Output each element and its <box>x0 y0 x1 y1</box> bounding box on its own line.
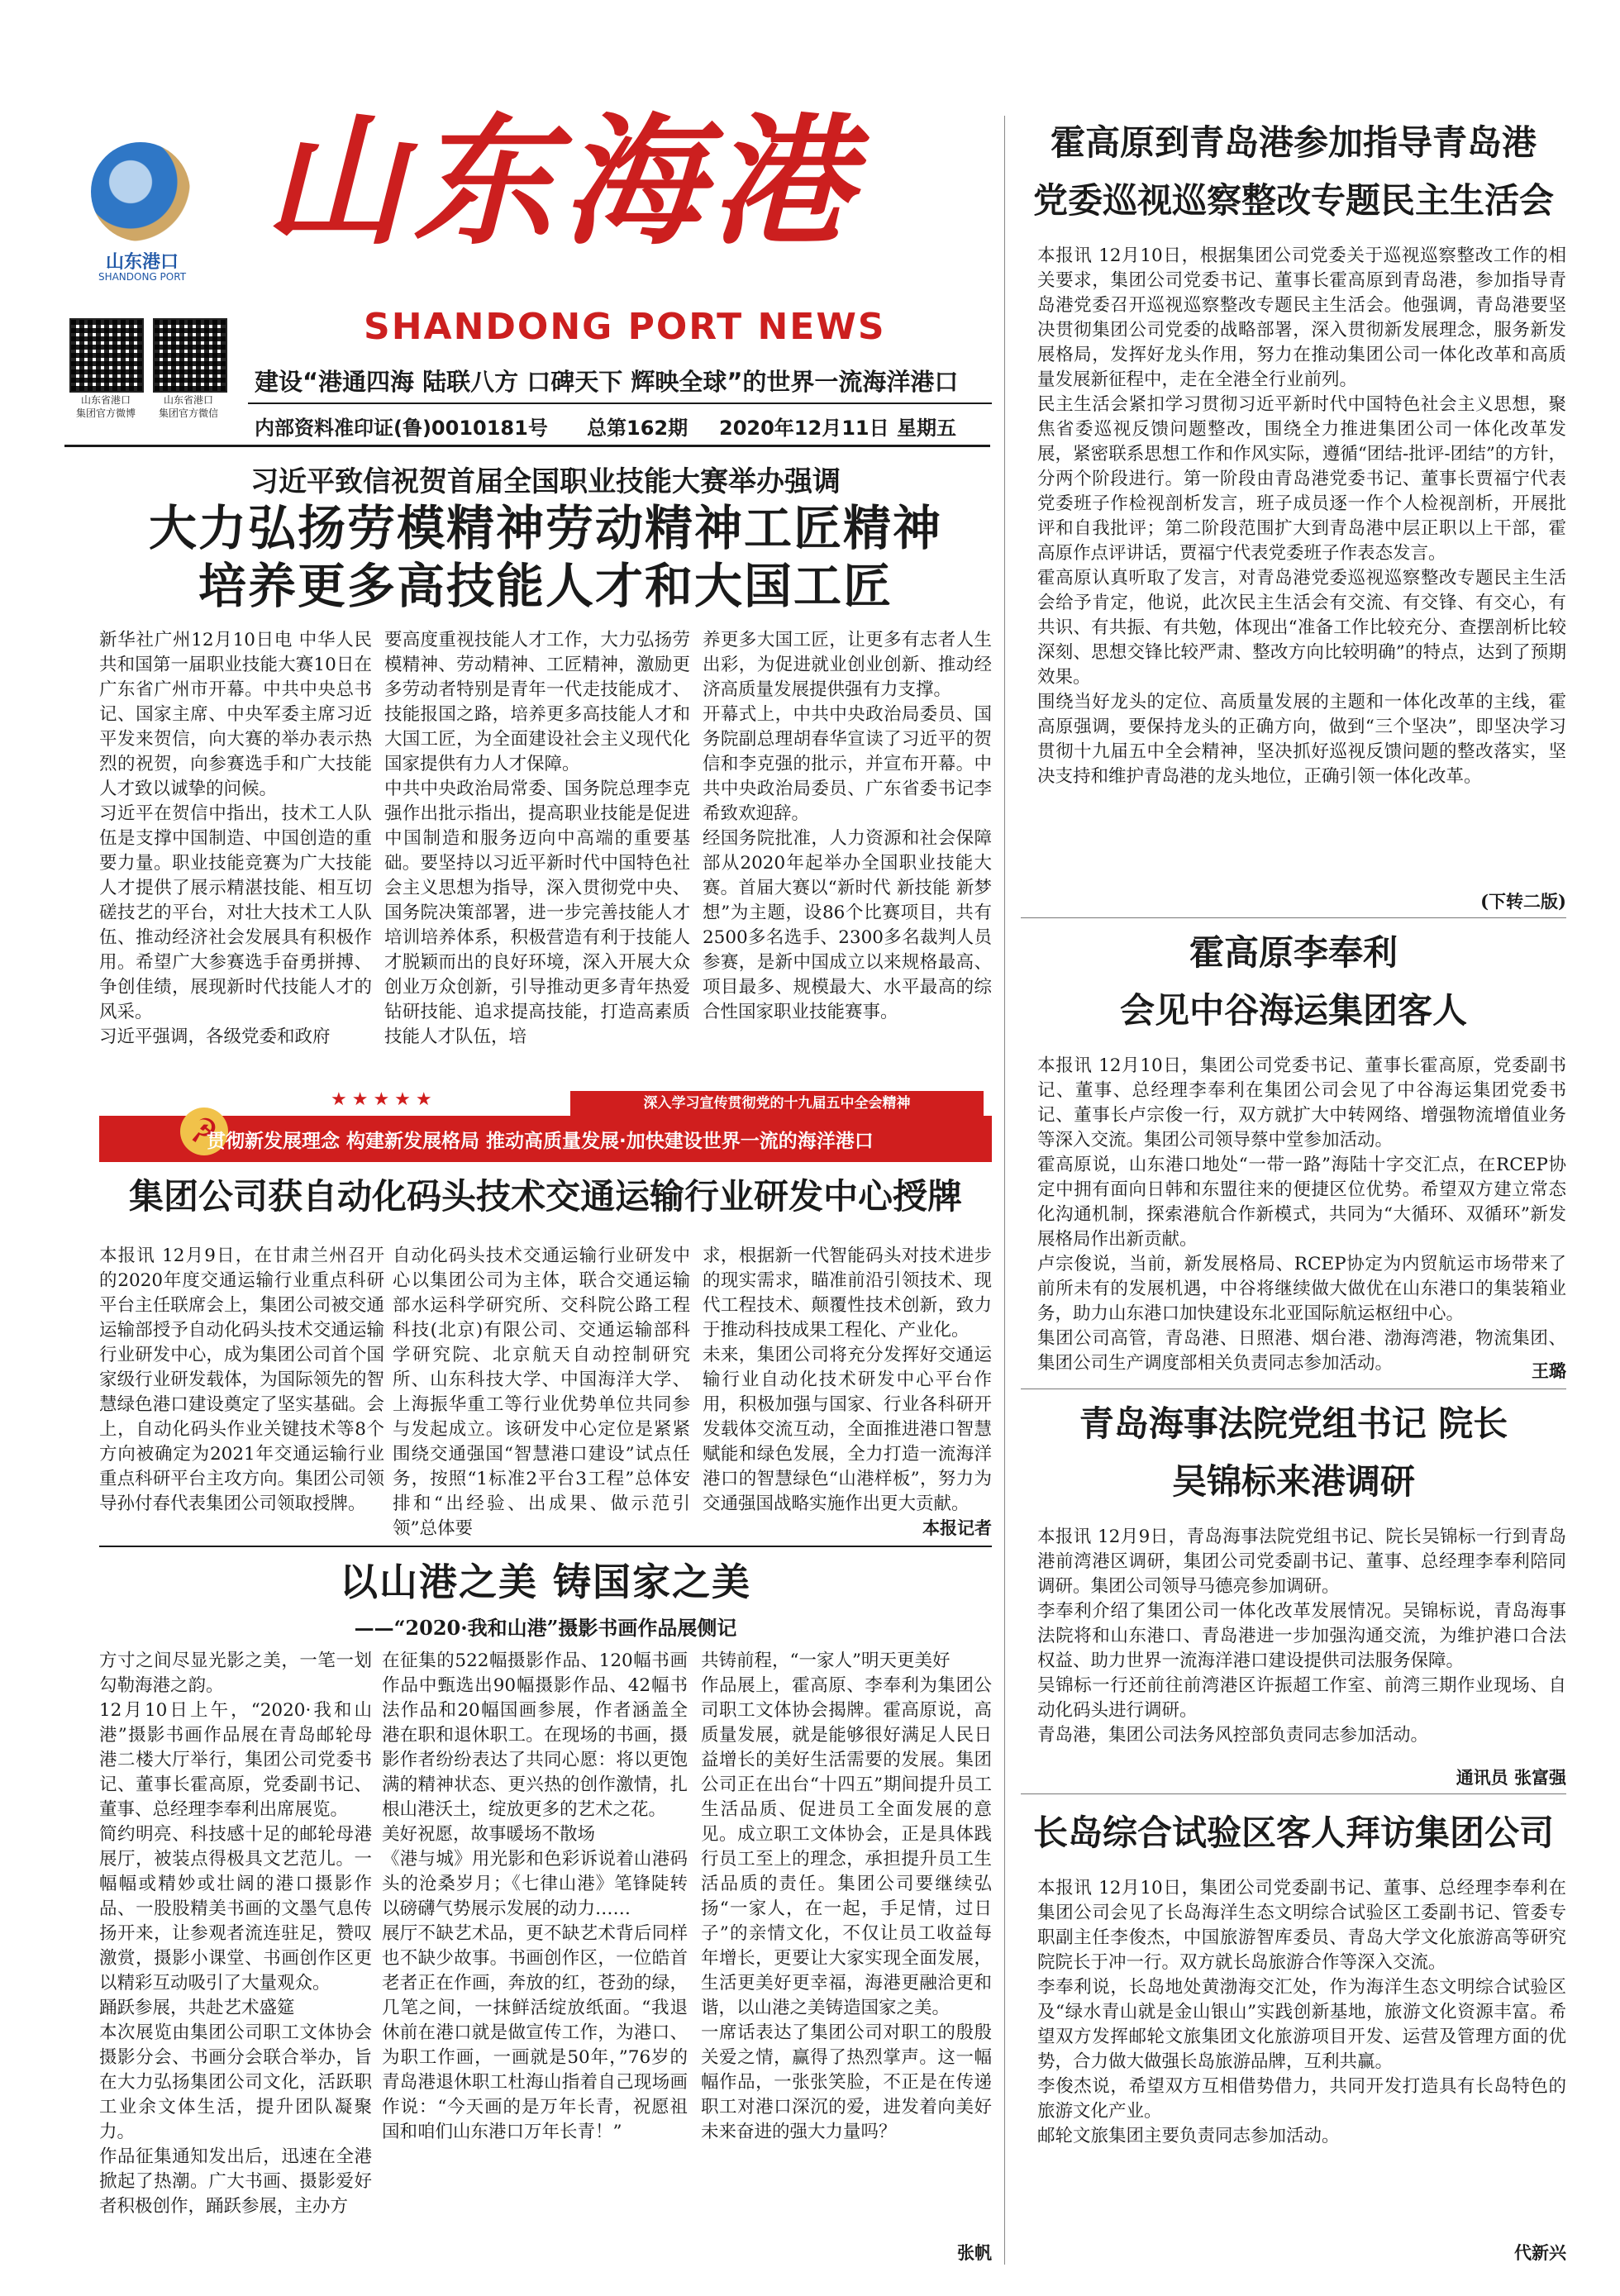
banner-text: 贯彻新发展理念 构建新发展格局 推动高质量发展·加快建设世界一流的海洋港口 <box>207 1131 874 1152</box>
lab-article-col-3 <box>703 1244 992 1517</box>
qr-wechat-caption: 山东省港口 集团官方微信 <box>158 394 218 419</box>
column-divider <box>1004 116 1005 2265</box>
issue-date: 2020年12月11日 <box>719 417 889 440</box>
right-article-1-headline-1: 霍高原到青岛港参加指导青岛港 <box>1050 122 1537 163</box>
lab-article-headline: 集团公司获自动化码头技术交通运输行业研发中心授牌 <box>128 1176 962 1217</box>
banner-kicker: 深入学习宣传贯彻党的十九届五中全会精神 <box>570 1091 984 1116</box>
right-article-2-text: 本报讯 12月10日，集团公司党委书记、董事长霍高原，党委副书记、董事、总经理李奉利在集团公司会见了中谷海运集团党委书记、董事长卢宗俊一行，双方就扩大中转网络、增强物流增值业务等深入交流。集团公司领导蔡中堂参加活动。 霍高原说，山东港口地处“一带一路”海陆十字交汇点，在RCEP协定中拥有面向日韩和东盟往来的便捷区位优势。希望双方建立常态化沟通机制，探索港航合作新模式，共同为“大循环、双循环”新发展格局作出新贡献。 卢宗俊说，当前，新发展格局、RCEP协定为内贸航运市场带来了前所未有的发展机遇，中谷将继续做大做优在山东港口的集装箱业务，助力山东港口加快建设东北亚国际航运枢纽中心。 集团公司高管，青岛港、日照港、烟台港、渤海湾港，物流集团、集团公司生产调度部相关负责同志参加活动。 <box>1037 1055 1566 1374</box>
section-rule <box>99 1546 992 1547</box>
lab-article-col-2-text: 自动化码头技术交通运输行业研发中心以集团公司为主体，联合交通运输部水运科学研究所、交科院公路工程科技(北京)有限公司、交通运输部科学研究院、北京航天自动控制研究所、山东科技大学、中国海洋大学、上海振华重工等行业优势单位共同参与发起成立。该研发中心定位是紧紧围绕交通强国“智慧港口建设”试点任务，按照“1标准2平台3工程”总体安排和“出经验、出成果、做示范引领”总体要 <box>393 1246 690 1539</box>
permit-number: 内部资料准印证(鲁)0010181号 <box>255 417 548 440</box>
right-article-4-byline: 代新兴 <box>1514 2242 1566 2263</box>
main-article-headline-2: 培养更多高技能人才和大国工匠 <box>198 558 893 614</box>
right-article-2-headline-2: 会见中谷海运集团客人 <box>1119 990 1467 1031</box>
right-article-3-byline: 通讯员 张富强 <box>1456 1767 1566 1788</box>
main-article-col-3 <box>703 628 992 1074</box>
right-article-1-headline-2: 党委巡视巡察整改专题民主生活会 <box>1032 180 1554 221</box>
banner-stars: ★★★★★ <box>331 1089 437 1110</box>
weibo-qr-code-icon <box>69 318 144 393</box>
photo-article-col-1 <box>99 1649 372 2260</box>
right-article-4-body <box>1037 1876 1566 2236</box>
right-rule-1 <box>1021 917 1566 918</box>
main-article-col-1-text: 新华社广州12月10日电 中华人民共和国第一届职业技能大赛10日在广东省广州市开幕。中共中央总书记、国家主席、中央军委主席习近平发来贺信，向大赛的举办表示热烈的祝贺，向参赛选手和广大技能人才致以诚挚的问候。 习近平在贺信中指出，技术工人队伍是支撑中国制造、中国创造的重要力量。职业技能竞赛为广大技能人才提供了展示精湛技能、相互切磋技艺的平台，对壮大技术工人队伍、推动经济社会发展具有积极作用。希望广大参赛选手奋勇拼搏、争创佳绩，展现新时代技能人才的风采。 习近平强调，各级党委和政府 <box>99 630 372 1047</box>
photo-article-col-2-text: 在征集的522幅摄影作品、120幅书画作品中甄选出90幅摄影作品、42幅书法作品和20幅国画参展，作者涵盖全港在职和退休职工。在现场的书画，摄影作者纷纷表达了共同心愿：将以更饱满的精神状态、更兴热的创作激情，扎根山港沃土，绽放更多的艺术之花。 美好祝愿，故事暖场不散场 《港与城》用光影和色彩诉说着山港码头的沧桑岁月；《七律山港》笔锋陡转以磅礴气势展示发展的动力…… 展厅不缺艺术品，更不缺艺术背后同样也不缺少故事。书画创作区，一位皓首老者正在作画，奔放的红，苍劲的绿，几笔之间，一抹鲜活绽放纸面。“我退休前在港口就是做宣传工作，为港口、为职工作画，一画就是50年，”76岁的青岛港退休职工杜海山指着自己现场画作说：“今天画的是万年长青，祝愿祖国和咱们山东港口万年长青！” <box>382 1651 688 2142</box>
photo-article-byline: 张帆 <box>957 2242 992 2263</box>
masthead-title: 山东海港 <box>264 99 860 264</box>
photo-article-subhead: ——“2020·我和山港”摄影书画作品展侧记 <box>354 1616 737 1640</box>
right-article-4-text: 本报讯 12月10日，集团公司党委副书记、董事、总经理李奉利在集团公司会见了长岛海洋生态文明综合试验区工委副书记、管委专职副主任李俊杰，中国旅游智库委员、青岛大学文化旅游高等研究院院长于冲一行。双方就长岛旅游合作等深入交流。 李奉利说，长岛地处黄渤海交汇处，作为海洋生态文明综合试验区及“绿水青山就是金山银山”实践创新基地，旅游文化资源丰富。希望双方发挥邮轮文旅集团文化旅游项目开发、运营及管理方面的优势，合力做大做强长岛旅游品牌，互利共赢。 李俊杰说，希望双方互相借势借力，共同开发打造具有长岛特色的旅游文化产业。 邮轮文旅集团主要负责同志参加活动。 <box>1037 1878 1566 2146</box>
right-article-1-body <box>1037 244 1566 888</box>
qr-weibo-caption: 山东省港口 集团官方微博 <box>75 394 136 419</box>
right-article-2-headline-1: 霍高原李奉利 <box>1189 932 1398 973</box>
right-article-3-headline-2: 吴锦标来港调研 <box>1171 1461 1415 1502</box>
right-article-3-body <box>1037 1525 1566 1760</box>
masthead-title-en: SHANDONG PORT NEWS <box>364 306 886 348</box>
lab-article-byline: 本报记者 <box>922 1517 992 1538</box>
right-article-1-continued: (下转二版) <box>1480 891 1566 912</box>
right-rule-3 <box>1021 1793 1566 1794</box>
issue-number: 总第162期 <box>587 417 688 440</box>
masthead-bottom-rule <box>64 445 990 447</box>
main-article-kicker: 习近平致信祝贺首届全国职业技能大赛举办强调 <box>250 465 841 498</box>
issue-weekday: 星期五 <box>897 417 956 440</box>
logo-text: 山东港口 <box>105 252 179 273</box>
right-article-4-headline: 长岛综合试验区客人拜访集团公司 <box>1032 1813 1554 1853</box>
lab-article-col-2 <box>393 1244 690 1539</box>
main-article-col-2 <box>384 628 690 1074</box>
lab-article-col-3-text: 求，根据新一代智能码头对技术进步的现实需求，瞄准前沿引领技术、现代工程技术、颠覆性技术创新，致力于推动科技成果工程化、产业化。 未来，集团公司将充分发挥好交通运输行业自动化技术研发中心平台作用，积极加强与国家、行业各科研开发载体交流互动，全面推进港口智慧赋能和绿色发展，全力打造一流海洋港口的智慧绿色“山港样板”，努力为交通强国战略实施作出更大贡献。 <box>703 1246 992 1514</box>
photo-article-col-1-text: 方寸之间尽显光影之美，一笔一划勾勒海港之韵。 12月10日上午，“2020·我和山港”摄影书画作品展在青岛邮轮母港二楼大厅举行，集团公司党委书记、董事长霍高原，党委副书记、董事、总经理李奉利出席展览。 简约明亮、科技感十足的邮轮母港展厅，被装点得极具文艺范儿。一幅幅或精妙或壮阔的港口摄影作品、一股股精美书画的文墨气息传扬开来，让参观者流连驻足，赞叹激赏，摄影小课堂、书画创作区更以精彩互动吸引了大量观众。 踊跃参展，共赴艺术盛筵 本次展览由集团公司职工文体协会摄影分会、书画分会联合举办，旨在大力弘扬集团公司文化，活跃职工业余文体生活，提升团队凝聚力。 作品征集通知发出后，迅速在全港掀起了热潮。广大书画、摄影爱好者积极创作，踊跃参展，主办方 <box>99 1651 372 2217</box>
masthead-rule <box>248 403 992 404</box>
right-article-1-text: 本报讯 12月10日，根据集团公司党委关于巡视巡察整改工作的相关要求，集团公司党委书记、董事长霍高原到青岛港，参加指导青岛港党委召开巡视巡察整改专题民主生活会。他强调，青岛港要坚决贯彻集团公司党委的战略部署，深入贯彻新发展理念，服务新发展格局，发挥好龙头作用，努力在推动集团公司一体化改革和高质量发展新征程中，走在全港全行业前列。 民主生活会紧扣学习贯彻习近平新时代中国特色社会主义思想，聚焦省委巡视反馈问题整改，围绕全力推进集团公司一体化改革发展，紧密联系思想工作和作风实际，遵循“团结-批评-团结”的方针，分两个阶段进行。第一阶段由青岛港党委书记、董事长贾福宁代表党委班子作检视剖析发言，班子成员逐一作个人检视剖析，开展批评和自我批评；第二阶段范围扩大到青岛港中层正职以上干部，霍高原作点评讲话，贾福宁代表党委班子作表态发言。 霍高原认真听取了发言，对青岛港党委巡视巡察整改专题民主生活会给予肯定，他说，此次民主生活会有交流、有交锋、有交心，有共识、有共振、有共勉，体现出“准备工作比较充分、查摆剖析比较深刻、思想交锋比较严肃、整改方向比较明确”的特点，达到了预期效果。 围绕当好龙头的定位、高质量发展的主题和一体化改革的主线，霍高原强调，要保持龙头的正确方向，做到“三个坚决”，即坚决学习贯彻十九届五中全会精神，坚决抓好巡视反馈问题的整改落实，坚决支持和维护青岛港的龙头地位，正确引领一体化改革。 <box>1037 245 1566 787</box>
right-article-3-text: 本报讯 12月9日，青岛海事法院党组书记、院长吴锦标一行到青岛港前湾港区调研，集团公司党委副书记、董事、总经理李奉利陪同调研。集团公司领导马德亮参加调研。 李奉利介绍了集团公司一体化改革发展情况。吴锦标说，青岛海事法院将和山东港口、青岛港进一步加强沟通交流，为维护港口合法权益、助力世界一流海洋港口建设提供司法服务保障。 吴锦标一行还前往前湾港区许振超工作室、前湾三期作业现场、自动化码头进行调研。 青岛港，集团公司法务风控部负责同志参加活动。 <box>1037 1527 1566 1746</box>
shandong-port-logo <box>91 142 190 241</box>
right-article-3-headline-1: 青岛海事法院党组书记 院长 <box>1079 1403 1508 1444</box>
photo-article-col-3-text: 共铸前程，“一家人”明天更美好 作品展上，霍高原、李奉利为集团公司职工文体协会揭牌。霍高原说，高质量发展，就是能够很好满足人民日益增长的美好生活需要的发展。集团公司正在出台“十四五”期间提升员工生活品质、促进员工全面发展的意见。成立职工文体协会，正是具体践行员工至上的理念，承担提升员工生活品质的责任。集团公司要继续弘扬“一家人，在一起，手足情，过日子”的亲情文化，不仅让员工收益每年增长，更要让大家实现全面发展，生活更美好更幸福，海港更融洽更和谐，以山港之美铸造国家之美。 一席话表达了集团公司对职工的殷殷关爱之情，赢得了热烈掌声。这一幅幅作品，一张张笑脸，不正是在传递职工对港口深沉的爱，进发着向美好未来奋进的强大力量吗？ <box>701 1651 992 2142</box>
photo-article-col-2 <box>382 1649 688 2260</box>
lab-article-col-1 <box>99 1244 384 1533</box>
masthead-slogan: 建设“港通四海 陆联八方 口碑天下 辉映全球”的世界一流海洋港口 <box>255 368 959 396</box>
main-article-col-2-text: 要高度重视技能人才工作，大力弘扬劳模精神、劳动精神、工匠精神，激励更多劳动者特别是青年一代走技能成才、技能报国之路，培养更多高技能人才和大国工匠，为全面建设社会主义现代化国家提供有力人才保障。 中共中央政治局常委、国务院总理李克强作出批示指出，提高职业技能是促进中国制造和服务迈向中高端的重要基础。要坚持以习近平新时代中国特色社会主义思想为指导，深入贯彻党中央、国务院决策部署，进一步完善技能人才培训培养体系，积极营造有利于技能人才脱颖而出的良好环境，深入开展大众创业万众创新，引导推动更多青年热爱钻研技能、追求提高技能，打造高素质技能人才队伍，培 <box>384 630 690 1047</box>
main-article-col-3-text: 养更多大国工匠，让更多有志者人生出彩，为促进就业创业创新、推动经济高质量发展提供强有力支撑。 开幕式上，中共中央政治局委员、国务院副总理胡春华宣读了习近平的贺信和李克强的批示，并宣布开幕。中共中央政治局委员、广东省委书记李希致欢迎辞。 经国务院批准，人力资源和社会保障部从2020年起举办全国职业技能大赛。首届大赛以“新时代 新技能 新梦想”为主题，设86个比赛项目，共有2500多名选手、2300多名裁判人员参赛，是新中国成立以来规格最高、项目最多、规模最大、水平最高的综合性国家职业技能赛事。 <box>703 630 992 1022</box>
party-emblem-icon: ☭ <box>180 1108 228 1155</box>
photo-article-headline: 以山港之美 铸国家之美 <box>339 1560 751 1604</box>
main-article-headline-1: 大力弘扬劳模精神劳动精神工匠精神 <box>148 500 942 556</box>
photo-article-col-3 <box>701 1649 992 2237</box>
lab-article-col-1-text: 本报讯 12月9日，在甘肃兰州召开的2020年度交通运输行业重点科研平台主任联席会上，集团公司被交通运输部授予自动化码头技术交通运输行业研发中心，成为集团公司首个国家级行业研发载体，为国际领先的智慧绿色港口建设奠定了坚实基础。会上，自动化码头作业关键技术等8个方向被确定为2021年交通运输行业重点科研平台主攻方向。集团公司领导孙付春代表集团公司领取授牌。 <box>99 1246 384 1514</box>
right-article-2-byline: 王璐 <box>1532 1360 1566 1381</box>
main-article-col-1 <box>99 628 372 1074</box>
wechat-qr-code-icon <box>153 318 227 393</box>
logo-subtext: SHANDONG PORT <box>98 271 187 283</box>
